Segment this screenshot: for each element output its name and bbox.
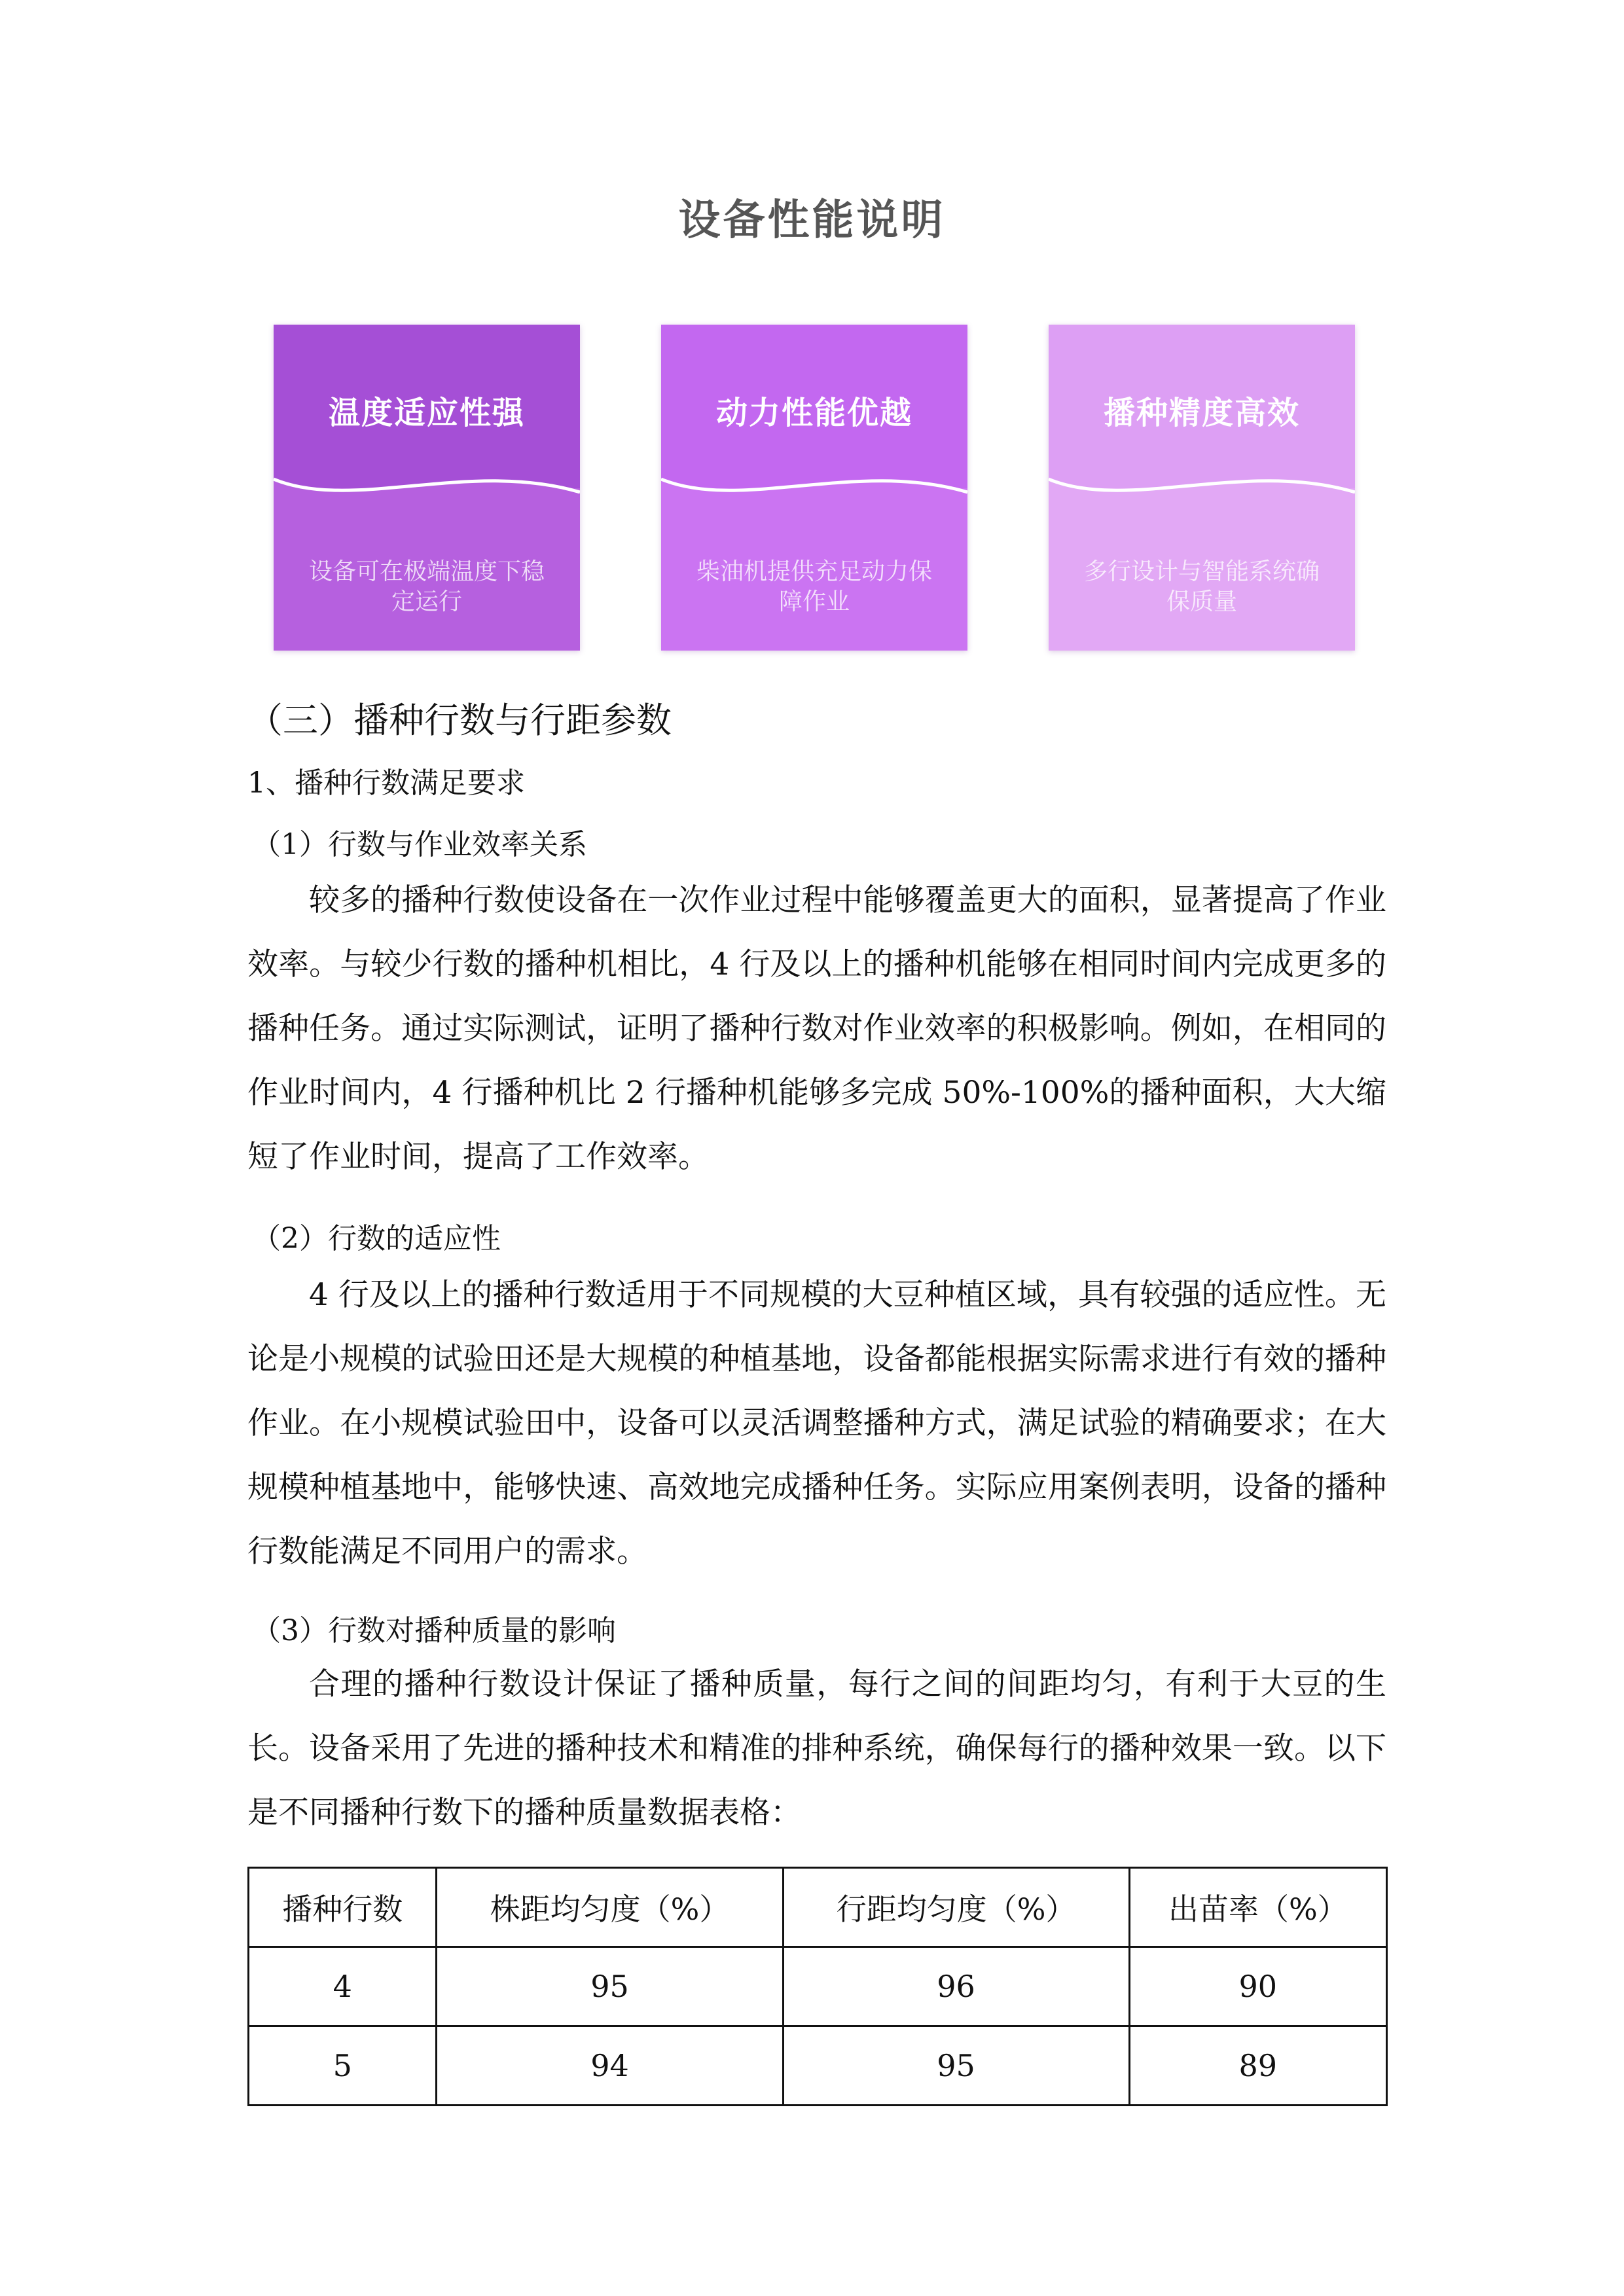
figure-title: 设备性能说明 [678, 196, 946, 245]
table-cell: 95 [437, 1947, 783, 2026]
table-cell: 4 [249, 1947, 437, 2026]
card-precision [1049, 325, 1355, 651]
table-header: 行距均匀度（%） [783, 1868, 1129, 1947]
table-cell: 90 [1129, 1947, 1386, 2026]
card-power [661, 325, 967, 651]
card-title: 温度适应性强 [328, 395, 525, 431]
section-heading: （三）播种行数与行距参数 [247, 700, 672, 741]
paragraph: 较多的播种行数使设备在一次作业过程中能够覆盖更大的面积，显著提高了作业效率。与较少行数的播种机相比，4 行及以上的播种机能够在相同时间内完成更多的播种任务。通过实际测试，证明了播种行数对作业效率的积极影响。例如，在相同的作业时间内，4 行播种机比 2 行播种机能够多完成 50%-100%的播种面积，大大缩短了作业时间，提高了工作效率。 [247, 882, 1386, 1175]
table-header: 出苗率（%） [1129, 1868, 1386, 1947]
item-heading: （1）行数与作业效率关系 [252, 828, 587, 861]
table-cell: 89 [1129, 2026, 1386, 2106]
table-cell: 95 [783, 2026, 1129, 2106]
item-heading: （2）行数的适应性 [252, 1222, 501, 1255]
paragraph: 4 行及以上的播种行数适用于不同规模的大豆种植区域，具有较强的适应性。无论是小规模的试验田还是大规模的种植基地，设备都能根据实际需求进行有效的播种作业。在小规模试验田中，设备可以灵活调整播种方式，满足试验的精确要求；在大规模种植基地中，能够快速、高效地完成播种任务。实际应用案例表明，设备的播种行数能满足不同用户的需求。 [247, 1277, 1386, 1570]
card-desc: 设备可在极端温度下稳定运行 [308, 558, 545, 615]
table-header: 播种行数 [249, 1868, 437, 1947]
wave-divider [274, 453, 580, 525]
subsection-heading: 1、播种行数满足要求 [247, 766, 525, 800]
table-cell: 5 [249, 2026, 437, 2106]
wave-divider [1049, 453, 1355, 525]
wave-divider [661, 453, 967, 525]
card-desc: 多行设计与智能系统确保质量 [1083, 558, 1320, 615]
card-title: 动力性能优越 [715, 395, 912, 431]
card-temperature [274, 325, 580, 651]
table-header-row [249, 1868, 1387, 1947]
item-heading: （3）行数对播种质量的影响 [252, 1614, 616, 1647]
table-header: 株距均匀度（%） [437, 1868, 783, 1947]
quality-table [247, 1867, 1388, 2106]
table-row [249, 2026, 1387, 2106]
table-cell: 96 [783, 1947, 1129, 2026]
table-row [249, 1947, 1387, 2026]
card-desc: 柴油机提供充足动力保障作业 [696, 558, 932, 615]
paragraph: 合理的播种行数设计保证了播种质量，每行之间的间距均匀，有利于大豆的生长。设备采用了先进的播种技术和精准的排种系统，确保每行的播种效果一致。以下是不同播种行数下的播种质量数据表格： [247, 1666, 1386, 1831]
card-title: 播种精度高效 [1103, 395, 1300, 431]
table-cell: 94 [437, 2026, 783, 2106]
